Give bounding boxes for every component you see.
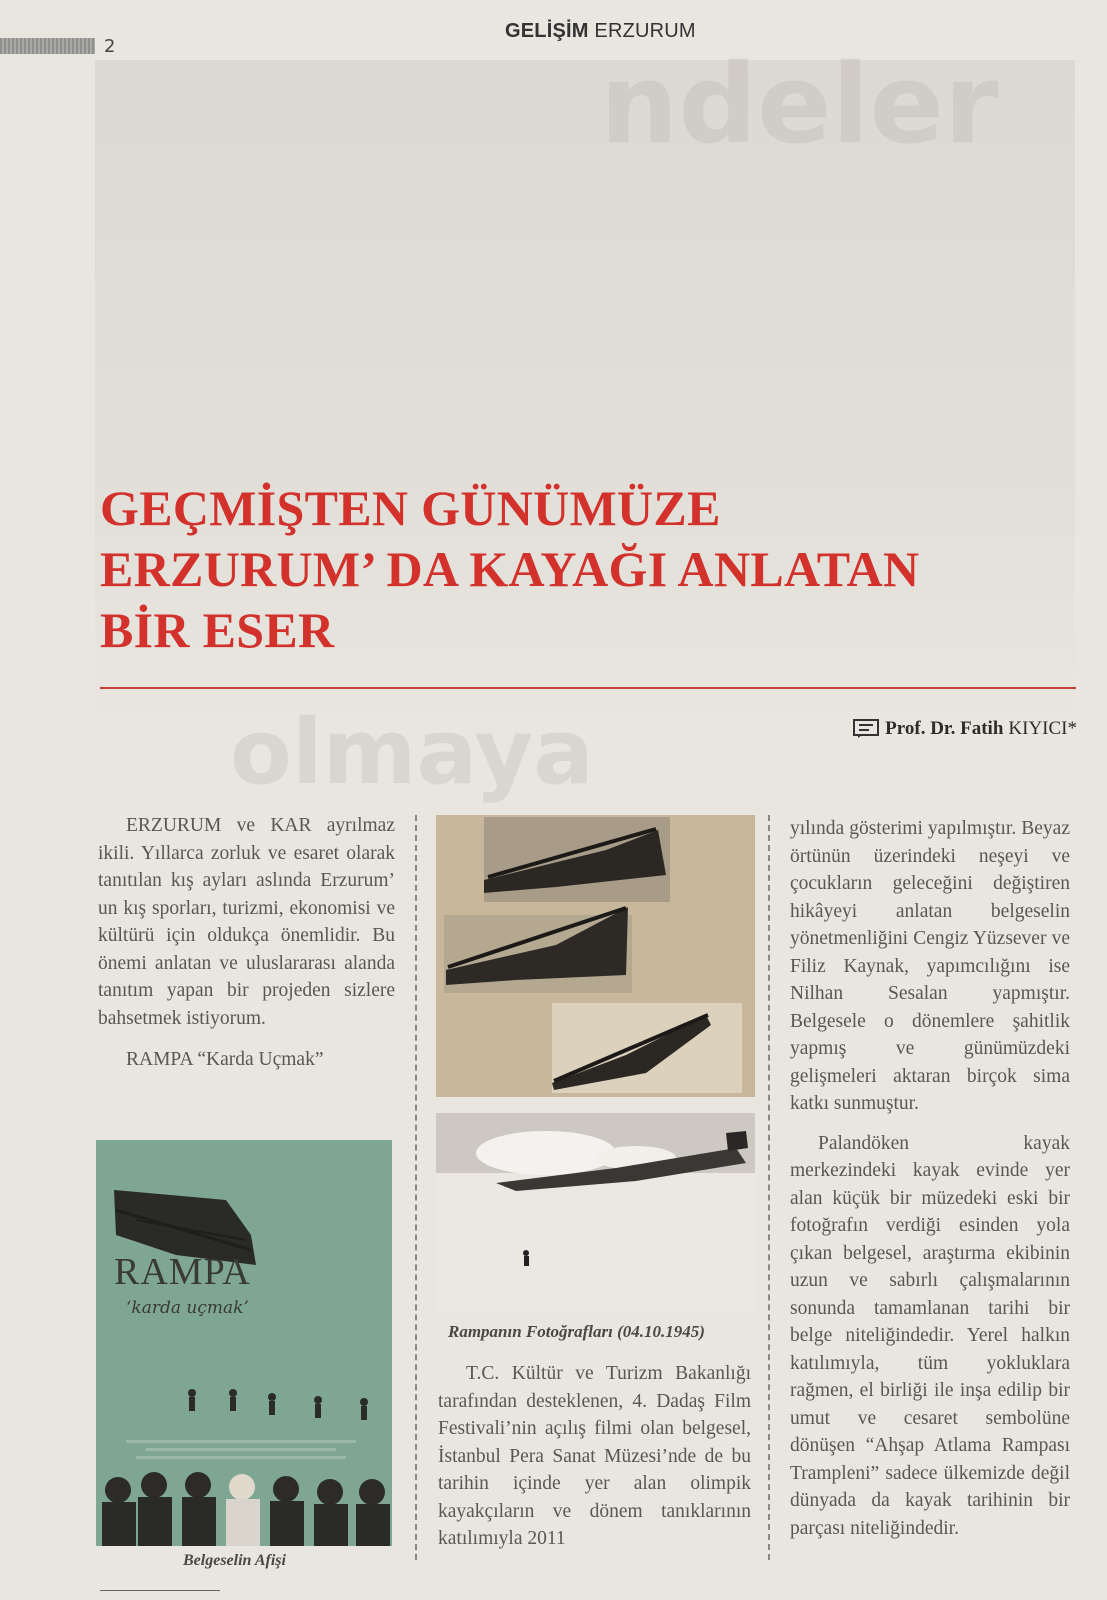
magazine-name-rest: ERZURUM [594,20,696,42]
column-2-paragraph-1: T.C. Kültür ve Turizm Bakanlığı tarafından desteklenen, 4. Dadaş Film Festivali’nin açılış filmi olan belgesel, İstanbul Pera Sanat Müzesi’nde de bu tarihin içinde yer alan olimpik kayakçıların ve dönem tanıklarının katılımıyla 2011 [438,1363,751,1549]
comment-icon [853,719,879,739]
title-line-3: BİR ESER [100,602,335,658]
ramp-photos-collage [436,815,755,1097]
magazine-name-bold: GELİŞİM [505,20,589,42]
column-1 [98,812,395,1074]
documentary-poster [96,1140,392,1546]
column-separator-2 [768,815,770,1560]
photos-caption: Rampanın Fotoğrafları (04.10.1945) [448,1322,705,1341]
winter-ramp-photo [436,1113,755,1313]
title-line-2: ERZURUM’ DA KAYAĞI ANLATAN [100,541,920,597]
subheading-rampa: RAMPA “Karda Uçmak” [126,1049,324,1070]
author-name: Prof. Dr. Fatih [885,718,1004,739]
title-line-1: GEÇMİŞTEN GÜNÜMÜZE [100,480,721,536]
author-byline [853,718,1077,740]
article-title [100,478,1000,661]
poster-title: RAMPA [114,1251,251,1293]
winter-photo-artwork [436,1113,755,1313]
background-ghost-text-2: olmaya [230,700,594,805]
ramp-photos-artwork [436,815,755,1097]
poster-artwork [96,1140,392,1546]
title-divider [100,687,1076,689]
header-bar [0,38,95,54]
column-separator-1 [415,815,417,1560]
magazine-name [505,20,696,43]
page-number: 2 [104,36,116,57]
column-3-paragraph-1: yılında gösterimi yapılmıştır. Beyaz örtünün üzerindeki neşeyi ve çocukların geleceğini değiştiren hikâyeyi anlatan belgeselin yönetmenliğini Cengiz Yüzsever ve Filiz Kaynak, yapımcılığını ise Nilhan Sesalan yapmıştır. Belgesele o dönemlere şahitlik yapmış ve günümüzdeki gelişmeleri aktaran birçok sima katkı sunmuştur. [790,818,1070,1114]
column-1-paragraph-1: ERZURUM ve KAR ayrılmaz ikili. Yıllarca zorluk ve esaret olarak tanıtılan kış ayları aslında Erzurum’ un kış sporları, turizmi, ekonomisi ve kültürü için oldukça önemlidir. Bu önemi anlatan ve uluslararası alanda tanıtım yapan bir projeden sizlere bahsetmek istiyorum. [98,815,395,1029]
poster-subtitle: ‘karda uçmak’ [126,1298,249,1318]
column-3-paragraph-2: Palandöken kayak merkezindeki kayak evinde yer alan küçük bir müzedeki eski bir fotoğrafın verdiği esinden yola çıkan belgesel, araştırma ekibinin uzun ve sabırlı çalışmalarının sonunda tamamlanan tarihi bir belge niteliğindedir. Yerel halkın katılımıyla, tüm yokluklara rağmen, el birliği ile inşa edilip bir umut ve cesaret sembolüne dönüşen “Ahşap Atlama Rampası Tramplenі” sadece ülkemizde değil dünyada da kayak tarihinin bir parçası niteliğindedir. [790,1132,1070,1539]
author-surname: KIYICI* [1008,718,1077,739]
poster-caption: Belgeselin Afişi [183,1552,286,1569]
background-ghost-text: ndeler [600,40,999,168]
footnote-rule [100,1590,220,1591]
column-2 [438,1360,751,1553]
column-3 [790,815,1070,1542]
